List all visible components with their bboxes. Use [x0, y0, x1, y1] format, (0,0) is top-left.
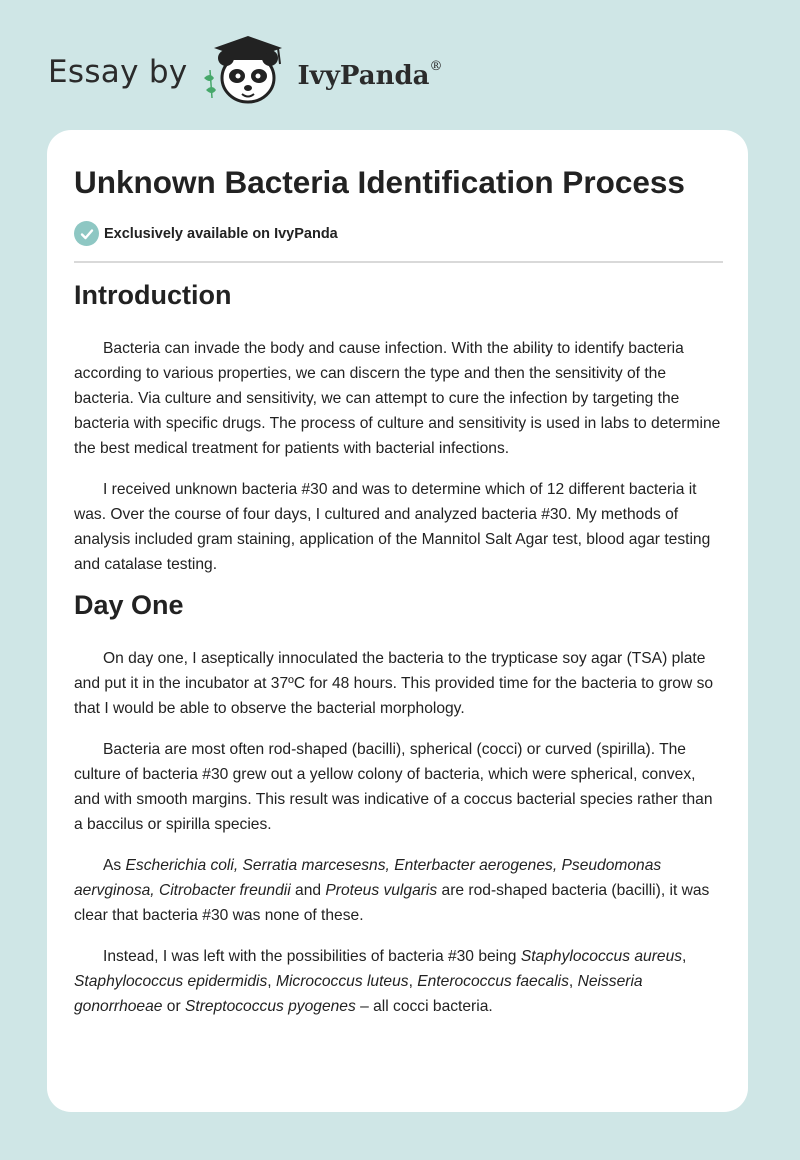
- section-heading-introduction: Introduction: [74, 280, 232, 310]
- page-title: Unknown Bacteria Identification Process: [74, 164, 685, 200]
- paragraph: Bacteria can invade the body and cause infection. With the ability to identify bacteria according to various properties, we can discern the type and then the sensitivity of the bacteria. Via culture and sensitivity, we can attempt to cure the infection by targeting the bacteria with specific drugs. The process of culture and sensitivity is used in labs to determine the best medical treatment for patients with bacterial infections.: [74, 340, 721, 457]
- paragraph: Bacteria are most often rod-shaped (bacilli), spherical (cocci) or curved (spirilla). The culture of bacteria #30 grew out a yellow colony of bacteria, which were spherical, convex, and with smooth margins. This result was indicative of a coccus bacterial species rather than a baccilus or spirilla species.: [74, 741, 713, 833]
- exclusive-badge: [74, 221, 338, 246]
- ivypanda-logo-icon[interactable]: [198, 34, 294, 106]
- site-header: [48, 36, 443, 108]
- species-names: Escherichia coli, Serratia marcesesns, Enterbacter aerogenes, Pseudomonas aervginosa, Citrobacter freundii: [74, 857, 662, 899]
- exclusive-label: Exclusively available on IvyPanda: [104, 225, 338, 242]
- species-name: Proteus vulgaris: [325, 882, 438, 899]
- check-icon: [74, 221, 99, 246]
- paragraph: As Escherichia coli, Serratia marcesesns, Enterbacter aerogenes, Pseudomonas aervginosa, Citrobacter freundii and Proteus vulgaris are rod-shaped bacteria (bacilli), it was clear that bacteria #30 was none of these.: [74, 857, 710, 924]
- brand-name[interactable]: IvyPanda®: [297, 59, 443, 91]
- species-name: Streptococcus pyogenes: [184, 998, 356, 1015]
- species-name: Staphylococcus epidermidis: [74, 973, 268, 990]
- divider: [74, 261, 723, 263]
- section-heading-day-one: Day One: [74, 590, 184, 620]
- species-name: Neisseria gonorrhoeae: [74, 973, 643, 1015]
- essay-by-label: Essay by: [48, 54, 188, 90]
- species-name: Enterococcus faecalis: [417, 973, 569, 990]
- species-name: Staphylococcus aureus: [520, 948, 683, 965]
- article-card: [47, 130, 748, 1112]
- species-name: Micrococcus luteus: [275, 973, 409, 990]
- paragraph: Instead, I was left with the possibilities of bacteria #30 being Staphylococcus aureus, Staphylococcus epidermidis, Micrococcus luteus, Enterococcus faecalis, Neisseria gonorrhoeae or Streptococcus pyogenes – all cocci bacteria.: [74, 948, 687, 1015]
- paragraph: I received unknown bacteria #30 and was to determine which of 12 different bacteria it was. Over the course of four days, I cultured and analyzed bacteria #30. My methods of analysis included gram staining, application of the Mannitol Salt Agar test, blood agar testing and catalase testing.: [74, 481, 711, 573]
- registered-mark: ®: [429, 59, 443, 74]
- article-body: [74, 280, 725, 1019]
- paragraph: On day one, I aseptically innoculated the bacteria to the trypticase soy agar (TSA) plate and put it in the incubator at 37ºC for 48 hours. This provided time for the bacteria to grow so that I would be able to observe the bacterial morphology.: [74, 650, 714, 717]
